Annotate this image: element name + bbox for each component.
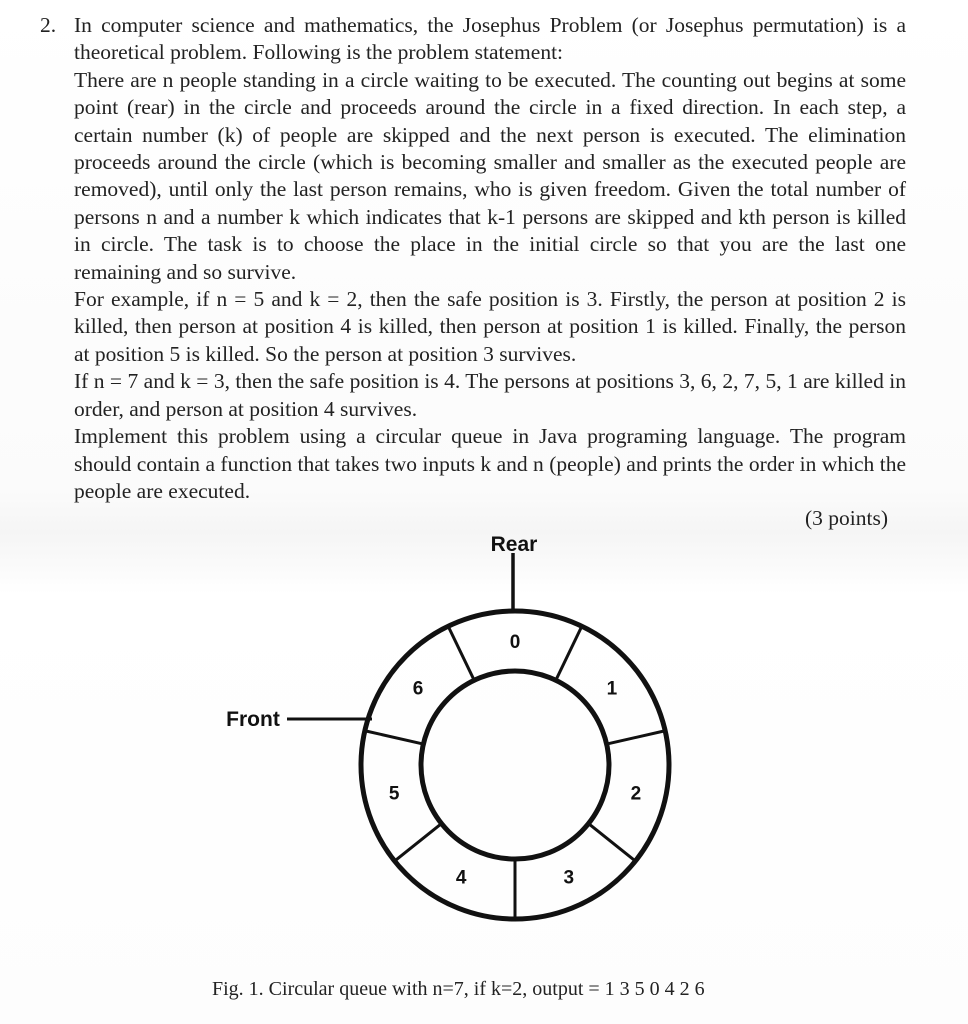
question-2 bbox=[40, 12, 906, 533]
question-number: 2. bbox=[40, 13, 57, 37]
slot-divider bbox=[395, 824, 442, 861]
slot-label-0: 0 bbox=[509, 632, 521, 653]
points-label: (3 points) bbox=[804, 506, 888, 531]
slot-label-1: 1 bbox=[606, 678, 618, 700]
slot-label-2: 2 bbox=[630, 783, 642, 805]
queue-ring bbox=[361, 611, 669, 919]
slot-label-6: 6 bbox=[412, 678, 424, 700]
question-body bbox=[74, 12, 906, 533]
slot-label-4: 4 bbox=[455, 867, 467, 889]
task-description: Implement this problem using a circular queue in Java programing language. The program should contain a function that takes two inputs k and n (people) and prints the order in which the people are executed. bbox=[74, 424, 906, 503]
slot-divider bbox=[448, 626, 474, 680]
slot-divider bbox=[365, 731, 423, 744]
example-n7-k3: If n = 7 and k = 3, then the safe position is 4. The persons at positions 3, 6, 2, 7, 5, 1 are killed in order, and person at position 4 survives. bbox=[74, 369, 906, 421]
circular-queue-figure bbox=[0, 520, 968, 960]
front-label: Front bbox=[226, 708, 280, 731]
slot-divider bbox=[588, 824, 635, 861]
example-n5-k2: For example, if n = 5 and k = 2, then the safe position is 3. Firstly, the person at position 2 is killed, then person at position 4 is killed, then person at position 1 is killed. Finally, the person at position 5 is killed. So the person at position 3 survives. bbox=[74, 287, 906, 366]
slot-divider bbox=[607, 731, 665, 744]
slot-label-3: 3 bbox=[563, 867, 575, 889]
slot-divider bbox=[556, 626, 582, 680]
figure-caption: Fig. 1. Circular queue with n=7, if k=2, output = 1 3 5 0 4 2 6 bbox=[212, 978, 705, 1000]
inner-ring bbox=[421, 671, 609, 859]
problem-statement: There are n people standing in a circle waiting to be executed. The counting out begins at some point (rear) in the circle and proceeds around the circle in a fixed direction. In each step, a certain number (k) of people are skipped and the next person is executed. The elimination proceeds around the circle (which is becoming smaller and smaller as the executed people are removed), until only the last person remains, who is given freedom. Given the total number of persons n and a number k which indicates that k-1 persons are skipped and kth person is killed in circle. The task is to choose the place in the initial circle so that you are the last one remaining and so survive. bbox=[74, 67, 906, 284]
rear-label: Rear bbox=[490, 533, 538, 556]
slot-label-5: 5 bbox=[388, 783, 400, 805]
question-intro: In computer science and mathematics, the Josephus Problem (or Josephus permutation) is a theoretical problem. Following is the problem statement: bbox=[74, 13, 906, 65]
